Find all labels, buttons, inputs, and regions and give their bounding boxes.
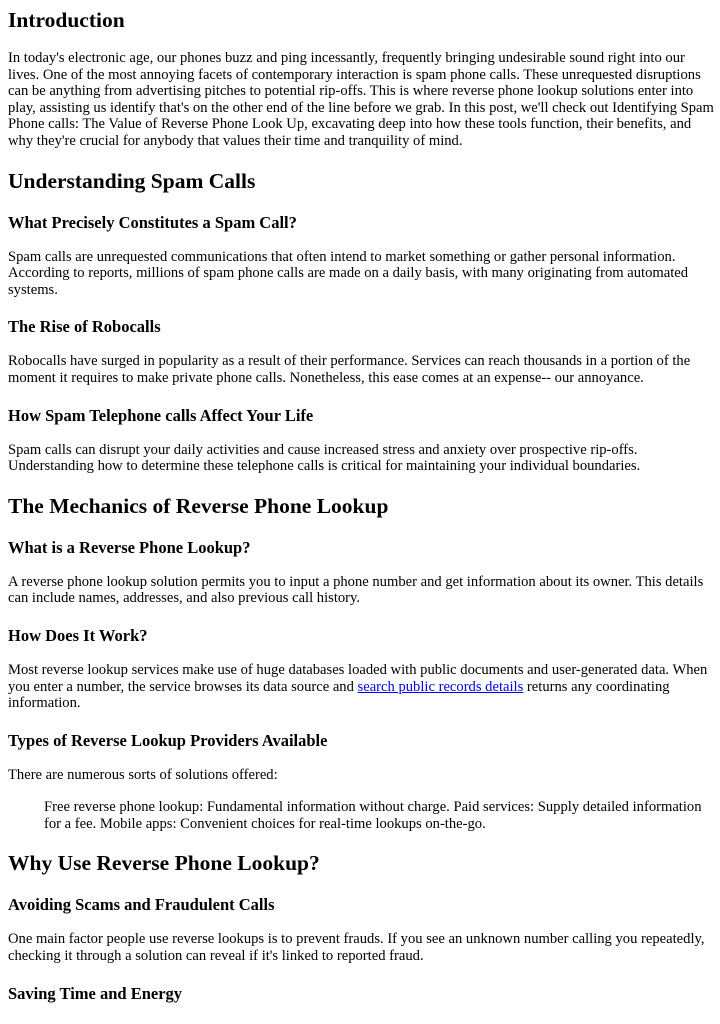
section-heading-why-use: Why Use Reverse Phone Lookup? [8,851,320,876]
subheading-what-constitutes-spam: What Precisely Constitutes a Spam Call? [8,212,297,232]
subheading-types-of-providers: Types of Reverse Lookup Providers Available [8,730,328,750]
providers-quote: Free reverse phone lookup: Fundamental information without charge. Paid services: Supply detailed information for a fee. Mobile apps: Convenient choices for real-time lookups on-the-go. [44,799,702,832]
paragraph-spam-affect-life: Spam calls can disrupt your daily activities and cause increased stress and anxiety over prospective rip-offs. Understanding how to determine these telephone calls is critical for maintaining your individual boundaries. [8,441,641,475]
paragraph-what-is-reverse-lookup: A reverse phone lookup solution permits you to input a phone number and get information about its owner. This details can include names, addresses, and also previous call history. [8,573,704,607]
section-heading-spam-calls: Understanding Spam Calls [8,168,256,193]
subheading-rise-of-robocalls: The Rise of Robocalls [8,317,161,337]
paragraph-types-of-providers: There are numerous sorts of solutions offered: [8,766,278,783]
subheading-avoiding-scams: Avoiding Scams and Fraudulent Calls [8,895,275,915]
paragraph-avoiding-scams: One main factor people use reverse lookups is to prevent frauds. If you see an unknown number calling you repeatedly, checking it through a solution can reveal if it's linked to reported fraud. [8,931,705,965]
intro-heading: Introduction [8,8,125,32]
section-heading-mechanics: The Mechanics of Reverse Phone Lookup [8,493,389,518]
subheading-spam-affect-life: How Spam Telephone calls Affect Your Life [8,405,314,425]
intro-paragraph: In today's electronic age, our phones buzz and ping incessantly, frequently bringing undesirable sound right into our lives. One of the most annoying facets of contemporary interaction is spam phone calls. These unrequested disruptions can be anything from advertising pitches to potential rip-offs. This is where reverse phone lookup solutions enter into play, assisting us identify that's on the other end of the line before we grab. In this post, we'll check out Identifying Spam Phone calls: The Value of Reverse Phone Look Up, excavating deep into how these tools function, their benefits, and why they're crucial for anybody that values their time and tranquility of mind. [8,50,714,149]
search-public-records-link[interactable]: search public records details [357,678,524,695]
paragraph-rise-of-robocalls: Robocalls have surged in popularity as a result of their performance. Services can reach thousands in a portion of the moment it requires to make private phone calls. Nonetheless, this ease comes at an expense-- our annoyance. [8,353,691,386]
subheading-how-does-it-work: How Does It Work? [8,625,148,645]
paragraph-what-constitutes-spam: Spam calls are unrequested communications that often intend to market something or gather personal information. According to reports, millions of spam phone calls are made on a daily basis, with many originating from automated systems. [8,248,689,298]
paragraph-how-does-it-work [8,662,714,712]
how-it-works-text-start: Most reverse lookup services make use of huge databases loaded with public documents and user-generated data. When you enter a number, the service browses its data source and [8,661,708,695]
subheading-what-is-reverse-lookup: What is a Reverse Phone Lookup? [8,537,251,557]
subheading-saving-time: Saving Time and Energy [8,983,183,1003]
article [0,7,720,1004]
how-it-works-text-end: returns any coordinating information. [8,678,670,712]
